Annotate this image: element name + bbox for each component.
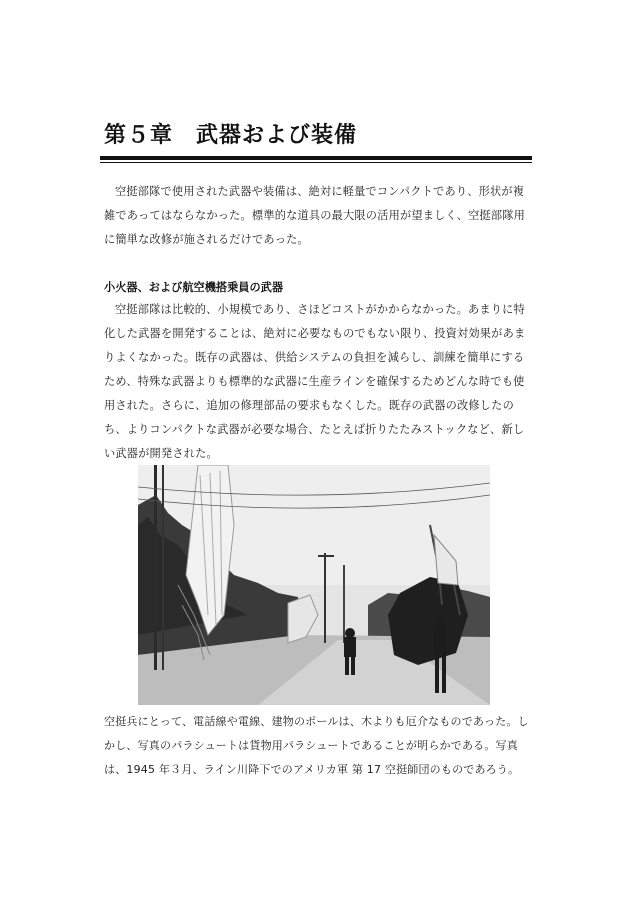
small-arms-paragraph: 空挺部隊は比較的、小規模であり、さほどコストがかからなかった。あまりに特化した武器を開発することは、絶対に必要なものでもない限り、投資対効果があまりよくなかった。既存の武器は、供給システムの負担を減らし、訓練を簡単にするため、特殊な武器よりも標準的な武器に生産ラインを確保するためどんな時でも使用された。さらに、追加の修理部品の要求もなくした。既存の武器の改修したのち、よりコンパクトな武器が必要な場合、たとえば折りたたみストックなど、新しい武器が開発された。 xyxy=(104,303,526,460)
paratrooper-photo xyxy=(138,465,490,705)
intro-paragraph: 空挺部隊で使用された武器や装備は、絶対に軽量でコンパクトであり、形状が複雑であってはならなかった。標準的な道具の最大限の活用が望ましく、空挺部隊用に簡単な改修が施されるだけであった。 xyxy=(104,185,526,246)
section-heading-small-arms: 小火器、および航空機搭乗員の武器 xyxy=(104,281,284,294)
title-rule-thin xyxy=(100,162,532,163)
photo-caption: 空挺兵にとって、電話線や電線、建物のポールは、木よりも厄介なものであった。しかし、写真のパラシュートは貨物用パラシュートであることが明らかである。写真は、1945 年３月、ライン川降下でのアメリカ軍 第 17 空挺師団のものであろう。 xyxy=(104,715,529,776)
chapter-title: 第５章 武器および装備 xyxy=(104,123,358,148)
title-rule-thick xyxy=(100,156,532,160)
